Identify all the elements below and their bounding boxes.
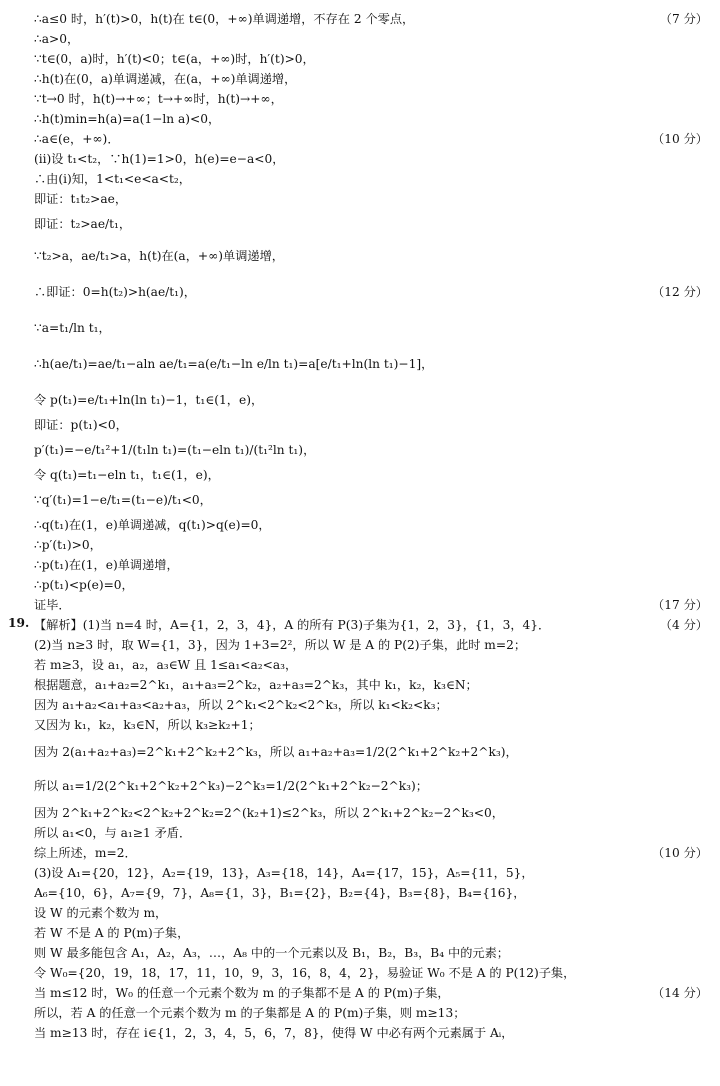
- line-text: 当 m≥13 时，存在 i∈{1，2，3，4，5，6，7，8}，使得 W 中必有两个元素属于 Aᵢ，: [34, 1026, 514, 1040]
- line-text: 因为 2(a₁+a₂+a₃)=2^k₁+2^k₂+2^k₃，所以 a₁+a₂+a₃=1/2(2^k₁+2^k₂+2^k₃)，: [34, 745, 518, 759]
- solution-line: [34, 70, 708, 88]
- solution-line: [34, 90, 708, 108]
- line-text: 设 W 的元素个数为 m，: [34, 906, 168, 920]
- solution-line: [34, 210, 708, 238]
- line-text: ∵t₂>a，ae/t₁>a，h(t)在(a，+∞)单调递增，: [34, 249, 284, 263]
- solution-line: [34, 904, 708, 922]
- line-text: 又因为 k₁，k₂，k₃∈N，所以 k₃≥k₂+1；: [34, 718, 261, 732]
- score-label: （10 分）: [648, 130, 708, 148]
- line-text: (2)当 n≥3 时，取 W={1，3}，因为 1+3=2²，所以 W 是 A 的 P(2)子集，此时 m=2；: [34, 638, 527, 652]
- line-text: ∴a∈(e，+∞)．: [34, 132, 120, 146]
- solution-line: [34, 696, 708, 714]
- line-text: 令 p(t₁)=e/t₁+ln(ln t₁)−1，t₁∈(1，e)，: [34, 393, 264, 407]
- line-text: p′(t₁)=−e/t₁²+1/(t₁ln t₁)=(t₁−eln t₁)/(t₁²ln t₁)，: [34, 443, 316, 457]
- line-text: ∵t∈(0，a)时，h′(t)<0；t∈(a，+∞)时，h′(t)>0，: [34, 52, 315, 66]
- score-label: （10 分）: [648, 844, 708, 862]
- line-text: ∵t→0 时，h(t)→+∞；t→+∞时，h(t)→+∞，: [34, 92, 283, 106]
- solution-line: [34, 864, 708, 882]
- line-text: 则 W 最多能包含 A₁，A₂，A₃，…，A₈ 中的一个元素以及 B₁，B₂，B₃，B₄ 中的元素；: [34, 946, 509, 960]
- solution-line: [34, 944, 708, 962]
- solution-line: [34, 386, 708, 414]
- solution-line: [34, 656, 708, 674]
- question-number: 19.: [8, 616, 30, 630]
- line-text: 因为 a₁+a₂<a₁+a₃<a₂+a₃，所以 2^k₁<2^k₂<2^k₃，所以 k₁<k₂<k₃；: [34, 698, 448, 712]
- line-text: ∴p(t₁)<p(e)=0，: [34, 578, 134, 592]
- line-text: 令 q(t₁)=t₁−eln t₁，t₁∈(1，e)，: [34, 468, 220, 482]
- solution-line: [34, 242, 708, 270]
- line-text: ∵a=t₁/ln t₁，: [34, 321, 111, 335]
- line-text: ∴a>0，: [34, 32, 80, 46]
- line-text: 若 m≥3，设 a₁，a₂，a₃∈W 且 1≤a₁<a₂<a₃，: [34, 658, 298, 672]
- score-label: （7 分）: [656, 10, 708, 28]
- solution-line: [34, 170, 708, 188]
- solution-line: [34, 636, 708, 654]
- solution-line: [34, 804, 708, 822]
- solution-line: [34, 436, 708, 464]
- score-label: （4 分）: [656, 616, 708, 634]
- line-text: ∴h(ae/t₁)=ae/t₁−aln ae/t₁=a(e/t₁−ln e/ln t₁)=a[e/t₁+ln(ln t₁)−1]，: [34, 357, 434, 371]
- line-text: ∵q′(t₁)=1−e/t₁=(t₁−e)/t₁<0，: [34, 493, 212, 507]
- line-text: 【解析】(1)当 n=4 时，A={1，2，3，4}，A 的所有 P(3)子集为{1，2，3}，{1，3，4}．: [34, 618, 551, 632]
- solution-line: [34, 466, 708, 484]
- line-text: 当 m≤12 时，W₀ 的任意一个元素个数为 m 的子集都不是 A 的 P(m)子集，: [34, 986, 450, 1000]
- solution-line: [34, 884, 708, 902]
- solution-line: [34, 190, 708, 208]
- line-text: 根据题意，a₁+a₂=2^k₁，a₁+a₃=2^k₂，a₂+a₃=2^k₃，其中 k₁，k₂，k₃∈N；: [34, 678, 478, 692]
- solution-line: [34, 824, 708, 842]
- score-label: （14 分）: [648, 984, 708, 1002]
- solution-line: [34, 738, 708, 766]
- line-text: ∴p′(t₁)>0，: [34, 538, 102, 552]
- line-text: ∴q(t₁)在(1，e)单调递减，q(t₁)>q(e)=0，: [34, 518, 271, 532]
- solution-line: [34, 984, 708, 1002]
- line-text: 证毕．: [34, 598, 71, 612]
- line-text: ∴即证：0=h(t₂)>h(ae/t₁)，: [34, 285, 196, 299]
- solution-line: [34, 964, 708, 982]
- solution-line: [34, 278, 708, 306]
- line-text: 若 W 不是 A 的 P(m)子集，: [34, 926, 190, 940]
- solution-line: [34, 576, 708, 594]
- solution-line: [34, 486, 708, 514]
- line-text: 即证：p(t₁)<0，: [34, 418, 128, 432]
- line-text: 即证：t₁t₂>ae，: [34, 192, 128, 206]
- solution-line: [34, 924, 708, 942]
- solution-line: [34, 10, 708, 28]
- score-label: （12 分）: [648, 278, 708, 306]
- solution-line: [34, 30, 708, 48]
- solution-line: [34, 350, 708, 378]
- line-text: 因为 2^k₁+2^k₂<2^k₂+2^k₂=2^(k₂+1)≤2^k₃，所以 2^k₁+2^k₂−2^k₃<0，: [34, 806, 504, 820]
- solution-line: [34, 1004, 708, 1022]
- line-text: 令 W₀={20，19，18，17，11，10，9，3，16，8，4，2}，易验证 W₀ 不是 A 的 P(12)子集，: [34, 966, 576, 980]
- solution-line: [34, 716, 708, 734]
- line-text: ∴由(i)知，1<t₁<e<a<t₂，: [34, 172, 191, 186]
- solution-line: [34, 844, 708, 862]
- line-text: (3)设 A₁={20，12}，A₂={19，13}，A₃={18，14}，A₄={17，15}，A₅={11，5}，: [34, 866, 534, 880]
- solution-line: [34, 130, 708, 148]
- line-text: ∴p(t₁)在(1，e)单调递增，: [34, 558, 179, 572]
- solution-line: [34, 616, 708, 634]
- solution-line: [34, 150, 708, 168]
- line-text: 即证：t₂>ae/t₁，: [34, 217, 132, 231]
- solution-line: [34, 676, 708, 694]
- solution-line: [34, 596, 708, 614]
- solution-line: [34, 1024, 708, 1042]
- solution-line: [34, 516, 708, 534]
- solution-line: [34, 556, 708, 574]
- solution-line: [34, 416, 708, 434]
- solution-line: [34, 772, 708, 800]
- line-text: A₆={10，6}，A₇={9，7}，A₈={1，3}，B₁={2}，B₂={4}，B₃={8}，B₄={16}，: [34, 886, 526, 900]
- line-text: 综上所述，m=2．: [34, 846, 137, 860]
- solution-line: [34, 536, 708, 554]
- line-text: 所以，若 A 的任意一个元素个数为 m 的子集都是 A 的 P(m)子集，则 m≥13；: [34, 1006, 466, 1020]
- solution-line: [34, 50, 708, 68]
- line-text: 所以 a₁=1/2(2^k₁+2^k₂+2^k₃)−2^k₃=1/2(2^k₁+2^k₂−2^k₃)；: [34, 779, 428, 793]
- line-text: ∴a≤0 时，h′(t)>0，h(t)在 t∈(0，+∞)单调递增，不存在 2 个零点，: [34, 12, 415, 26]
- line-text: ∴h(t)在(0，a)单调递减，在(a，+∞)单调递增，: [34, 72, 297, 86]
- line-text: (ii)设 t₁<t₂，∵h(1)=1>0，h(e)=e−a<0，: [34, 152, 285, 166]
- solution-line: [34, 110, 708, 128]
- score-label: （17 分）: [648, 596, 708, 614]
- solution-line: [34, 314, 708, 342]
- line-text: 所以 a₁<0，与 a₁≥1 矛盾．: [34, 826, 192, 840]
- line-text: ∴h(t)min=h(a)=a(1−ln a)<0，: [34, 112, 221, 126]
